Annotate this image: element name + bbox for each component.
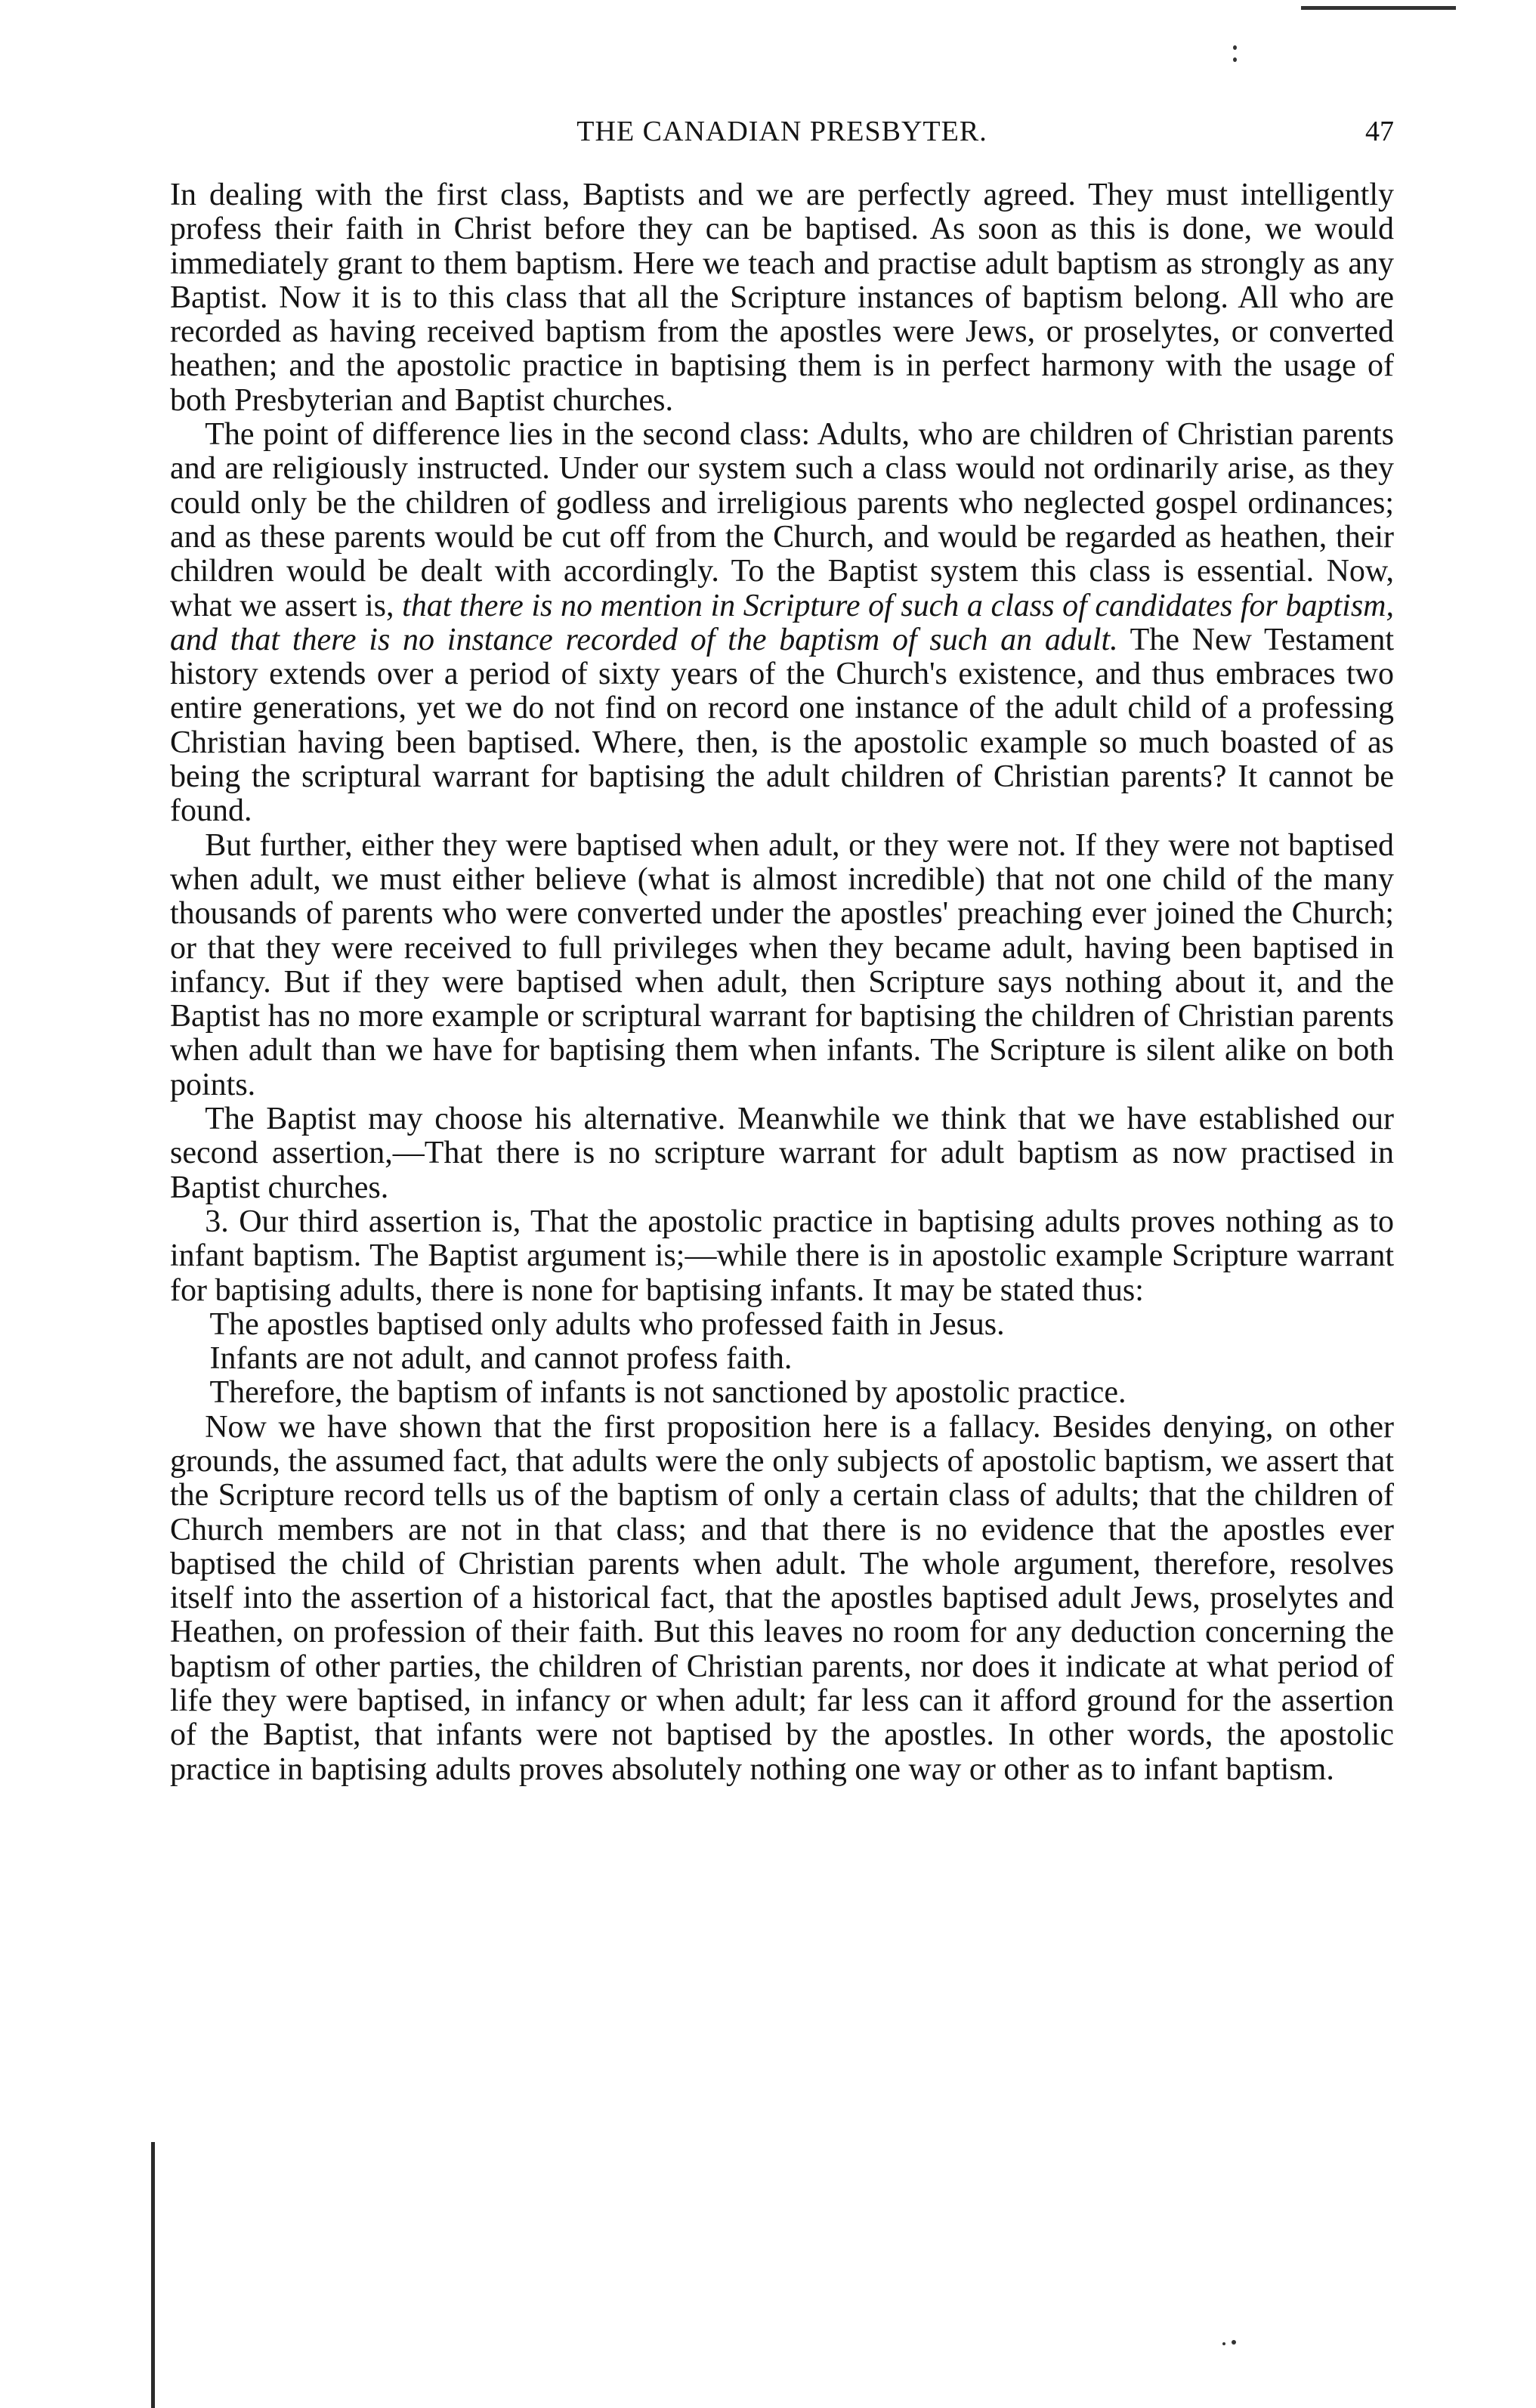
page-edge-shadow	[151, 2142, 155, 2408]
paragraph-first-class: In dealing with the first class, Baptists and we are perfectly agreed. They must intelligently profess their faith in Christ before they can be baptised. As soon as this is done, we would immediately grant to them baptism. Here we teach and practise adult baptism as strongly as any Baptist. Now it is to this class that all the Scripture instances of baptism belong. All who are recorded as having received baptism from the apostles were Jews, or proselytes, or converted heathen; and the apostolic practice in baptising them is in perfect harmony with the usage of both Presbyterian and Baptist churches.	[170, 178, 1394, 418]
paragraph-text: The point of difference lies in the second class: Adults, who are children of Christian parents and are religiously instructed. Under our system such a class would not ordinarily arise, as they could only be the children of godless and irreligious parents who neglected gospel ordinances; and as these parents would be cut off from the Church, and would be regarded as heathen, their children would be dealt with accordingly. To the Baptist system this class is essential. Now, what we assert is,	[170, 417, 1394, 623]
top-edge-rule	[1301, 6, 1456, 10]
syllogism-major: The apostles baptised only adults who professed faith in Jesus.	[209, 1306, 1005, 1342]
paragraph-conclusion: Now we have shown that the first proposition here is a fallacy. Besides denying, on other grounds, the assumed fact, that adults were the only subjects of apostolic baptism, we assert that the Scripture record tells us of the baptism of only a certain class of adults; that the children of Church members are not in that class; and that there is no evidence that the apostles ever baptised the child of Christian parents when adult. The whole argument, therefore, resolves itself into the assertion of a historical fact, that the apostles baptised adult Jews, proselytes and Heathen, on profession of their faith. But this leaves no room for any deduction concerning the baptism of other parties, the children of Christian parents, nor does it indicate at what period of life they were baptised, in infancy or when adult; far less can it afford ground for the assertion of the Baptist, that infants were not baptised by the apostles. In other words, the apostolic practice in baptising adults proves absolutely nothing one way or other as to infant baptism.	[170, 1409, 1394, 1787]
page-number: 47	[1365, 116, 1394, 147]
ink-speck	[1233, 57, 1237, 62]
running-head: THE CANADIAN PRESBYTER.	[576, 116, 987, 147]
ink-speck	[1222, 2342, 1225, 2345]
ink-speck	[1232, 2340, 1236, 2345]
paragraph-third-assertion: 3. Our third assertion is, That the apostolic practice in baptising adults proves nothing as to infant baptism. The Baptist argument is;—while there is in apostolic example Scripture warrant for baptising adults, there is none for baptising infants. It may be stated thus:	[170, 1204, 1394, 1308]
article-body	[170, 178, 1394, 1787]
page-header	[170, 115, 1394, 160]
syllogism-conclusion: Therefore, the baptism of infants is not sanctioned by apostolic practice.	[209, 1375, 1127, 1411]
paragraph-second-class	[170, 418, 1394, 829]
paragraph-baptist-choice: The Baptist may choose his alternative. Meanwhile we think that we have established our second assertion,—That there is no scripture warrant for adult baptism as now practised in Baptist churches.	[170, 1102, 1394, 1205]
syllogism-minor: Infants are not adult, and cannot profess faith.	[209, 1341, 793, 1377]
ink-speck	[1233, 45, 1237, 50]
paragraph-alternatives: But further, either they were baptised when adult, or they were not. If they were not baptised when adult, we must either believe (what is almost incredible) that not one child of the many thousands of parents who were converted under the apostles' preaching ever joined the Church; or that they were received to full privileges when they became adult, having been baptised in infancy. But if they were baptised when adult, then Scripture says nothing about it, and the Baptist has no more example or scriptural warrant for baptising the children of Christian parents when adult than we have for baptising them when infants. The Scripture is silent alike on both points.	[170, 827, 1394, 1102]
italic-assertion: that there is no mention in Scripture of such a class of candidates for baptism, and that there is no instance recorded of the baptism of such an adult.	[170, 588, 1395, 657]
paragraph-text: The New Testament history extends over a period of sixty years of the Church's existence, and thus embraces two entire generations, yet we do not find on record one instance of the adult child of a professing Christian having been baptised. Where, then, is the apostolic example so much boasted of as being the scriptural warrant for baptising the adult children of Christian parents? It cannot be found.	[170, 622, 1394, 829]
